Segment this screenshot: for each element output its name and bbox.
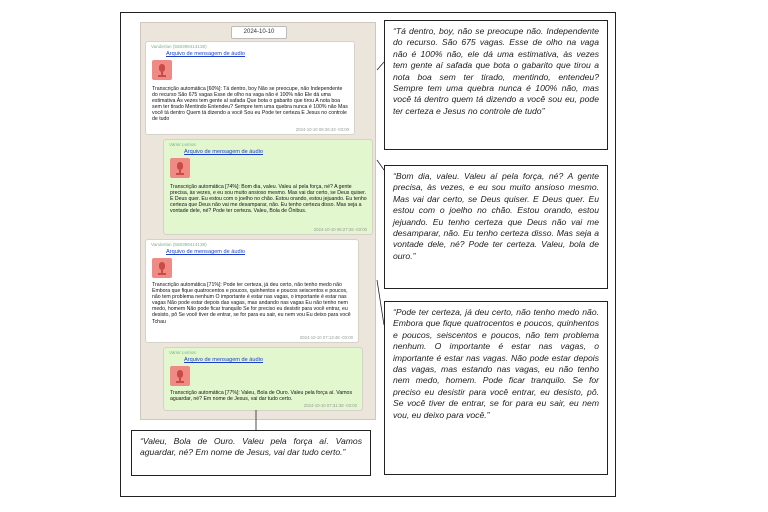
message-bubble-2 bbox=[163, 139, 373, 235]
quote-callout-2: “Bom dia, valeu. Valeu aí pela força, né? A gente precisa, às vezes, e eu sou muito ansioso mesmo. Mas vai dar certo, se Deus quiser. E Deus quer. Eu estou com o joelho no chão. Estou orando, estou jejuando. Eu tenho certeza que Deus não vai me desamparar, não. Eu tenho certeza disso. Mas seja a vontade dele, né? Pode ter certeza. Valeu, bola de ouro.” bbox=[384, 165, 608, 289]
audio-file-icon[interactable] bbox=[170, 366, 190, 386]
quote-callout-1: “Tá dentro, boy, não se preocupe não. Independente do recurso. São 675 vagas. Esse de olho na vaga não é 100% não, ele dá uma estimativa, às vezes tem gente aí safada que bota o gabarito que tirou a nota boa sem ter tirado, mentindo, entendeu? Sempre tem uma quebra nunca é 100% não, mas você tá dentro quem tá dizendo a você sou eu, pode ter certeza e Jesus no controle de tudo” bbox=[384, 20, 608, 150]
quote-callout-3: “Pode ter certeza, já deu certo, não tenho medo não. Embora que fique quatrocentos e poucos, quinhentos e poucos, seiscentos e poucos, não tem problema nenhum. O importante é estar nas vagas, o importante é estar nas vagas. Não pode estar depois das vagas, mas estando nas vagas, eu não tenho nem medo, homem. Pode ficar tranquilo. Se for preciso eu desistir para você entrar, eu desisto, pô. Se você tiver de entrar, se for para eu sair, eu nem vou, eu deixo para você.” bbox=[384, 301, 608, 475]
message-timestamp: 2024-10-10 06:26:43 -03:00 bbox=[295, 127, 349, 132]
message-bubble-4 bbox=[163, 347, 363, 411]
date-chip: 2024-10-10 bbox=[231, 26, 287, 39]
message-sender: Vamir Lemos bbox=[169, 142, 196, 147]
message-bubble-3 bbox=[145, 239, 359, 343]
message-transcription: Transcrição automática [74%]: Bom dia, valeu. Valeu aí pela força, né? A gente precisa, às vezes, e eu sou muito ansioso mesmo. Mas vai dar certo, se Deus quiser. E Deus quer. Eu estou com o joelho no chão. Estou orando, estou jejuando. Eu tenho certeza que Deus não vai me desamparar, não. Eu tenho certeza disso. Mas seja a vontade dele, né? Pode ter certeza. Valeu, Bola de Ônibus. bbox=[170, 184, 367, 215]
audio-file-link[interactable]: Arquivo de mensagem de áudio bbox=[184, 149, 263, 155]
quote-callout-4: “Valeu, Bola de Ouro. Valeu pela força aí. Vamos aguardar, né? Em nome de Jesus, vai dar tudo certo.” bbox=[131, 430, 371, 476]
message-sender: Vamir Lemos bbox=[169, 350, 196, 355]
audio-file-icon[interactable] bbox=[152, 60, 172, 80]
message-timestamp: 2024-10-10 07:31:38 -03:00 bbox=[303, 403, 357, 408]
audio-file-link[interactable]: Arquivo de mensagem de áudio bbox=[166, 249, 245, 255]
message-transcription: Transcrição automática [60%]: Tá dentro, boy Não se preocupe, não Independente do recurso São 675 vagas Esse de olho na vaga não é 100% não Ele dá uma estimativa Às vezes tem gente aí safada Que bota o gabarito que tirou A nota boa sem ter tirado Mentindo Entendeu? Sempre tem uma quebra nunca é 100% não Mas você tá dentro Quem tá dizendo a você Sou eu Pode ter certeza E Jesus no controle de tudo bbox=[152, 86, 348, 123]
audio-file-link[interactable]: Arquivo de mensagem de áudio bbox=[166, 51, 245, 57]
message-timestamp: 2024-10-10 06:27:28 -03:00 bbox=[313, 227, 367, 232]
audio-file-icon[interactable] bbox=[170, 158, 190, 178]
message-bubble-1 bbox=[145, 41, 355, 135]
message-timestamp: 2024-10-10 07:13:48 -03:00 bbox=[299, 335, 353, 340]
chat-screenshot bbox=[140, 22, 376, 420]
message-transcription: Transcrição automática [71%]: Pode ter certeza, já deu certo, não tenho medo não Embora que fique quatrocentos e poucos, quinhentos e poucos seiscentos e poucos, não tem problema nenhum O importante é estar nas vagas, o importante é estar nas vagas Não pode estar depois das vagas, mas andando nas vagas Eu não tenho nem medo, homem Não pode ficar tranquilo Se for preciso eu desistir para você entrar, eu desisto, pô Se você tiver de entrar, se for para eu sair, eu nem vou Eu deixo para você Tchau bbox=[152, 282, 351, 325]
message-transcription: Transcrição automática [77%]: Valeu, Bola de Ouro. Valeu pela força aí. Vamos aguardar, né? Em nome de Jesus, vai dar tudo certo. bbox=[170, 390, 353, 403]
message-sender: Vanderlan (558399414138) bbox=[151, 242, 207, 247]
message-sender: Vanderlan (558399414138) bbox=[151, 44, 207, 49]
audio-file-link[interactable]: Arquivo de mensagem de áudio bbox=[184, 357, 263, 363]
audio-file-icon[interactable] bbox=[152, 258, 172, 278]
